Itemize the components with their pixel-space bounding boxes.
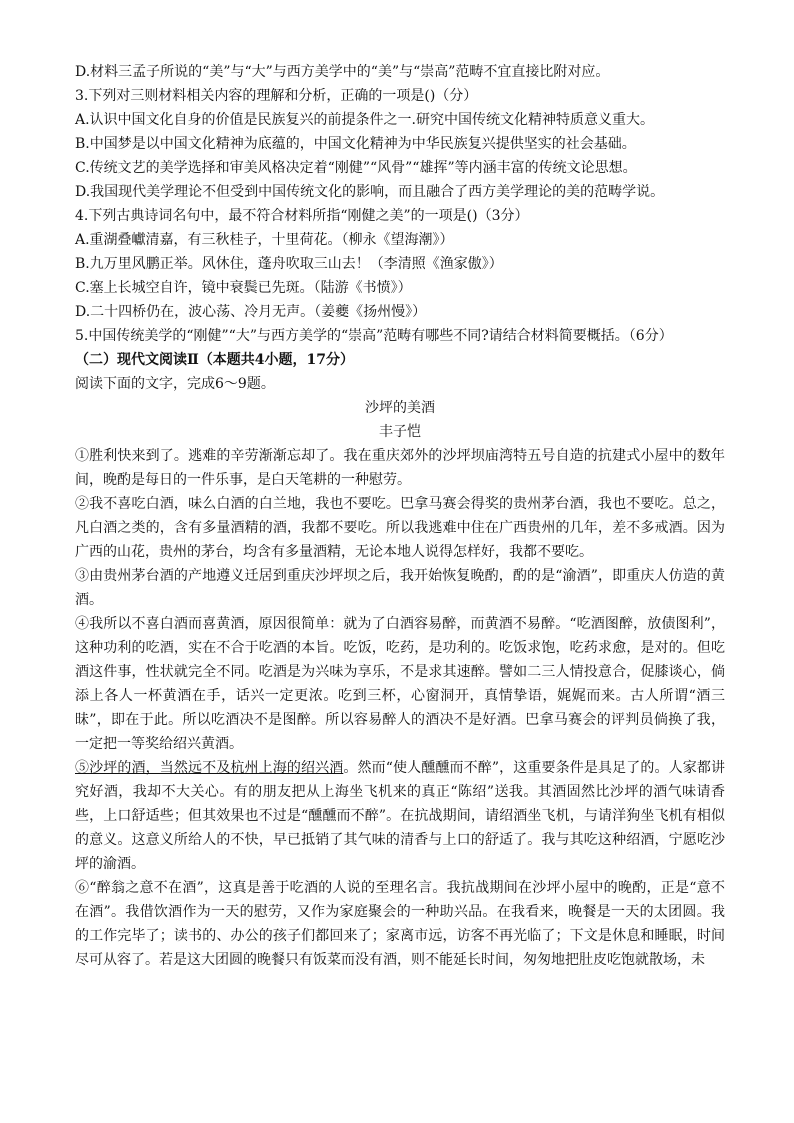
exam-page — [75, 60, 725, 972]
q3-option-a: A.认识中国文化自身的价值是民族复兴的前提条件之一.研究中国传统文化精神特质意义重大。 — [75, 112, 655, 128]
paragraph-5-rest: 。然而“使人醺醺而不醉”，这重要条件是具足了的。人家都讲究好酒，我却不大关心。有的朋友把从上海坐飞机来的真正“陈绍”送我。其酒固然比沙坪的酒气味请香些，上口舒适些；但其效果也不过是“醺醺而不醉”。在抗战期间，请绍酒坐飞机，与请洋狗坐飞机有相似的意义。这意义所给人的不快，早已抵销了其气味的清香与上口的舒适了。我与其吃这种绍酒，宁愿吃沙坪的渝酒。 — [75, 760, 725, 872]
article-author: 丰子恺 — [379, 424, 421, 440]
article-paragraph-2: ②我不喜吃白酒，味么白酒的白兰地，我也不要吃。巴拿马赛会得奖的贵州茅台酒，我也不要吃。总之，凡白酒之类的，含有多量酒精的酒，我都不要吃。所以我逃难中住在广西贵州的几年，差不多戒酒。因为广西的山花，贵州的茅台，均含有多量酒精，无论本地人说得怎样好，我都不要吃。 — [75, 496, 725, 560]
q4-option-a: A.重湖叠巘清嘉，有三秋桂子，十里荷花。（柳永《望海潮》） — [75, 232, 454, 248]
q4-option-b: B.九万里风鹏正举。风休住，蓬舟吹取三山去！（李清照《渔家傲》） — [75, 256, 503, 272]
q5-stem: 5.中国传统美学的“刚健”“大”与西方美学的“崇高”范畴有哪些不同?请结合材料简要概括。（6分） — [75, 328, 673, 344]
q4-option-c: C.塞上长城空自许，镜中衰鬓已先斑。（陆游《书愤》） — [75, 280, 412, 296]
q3-option-c: C.传统文艺的美学选择和审美风格决定着“刚健”“风骨”“雄挥”等内涵丰富的传统文论思想。 — [75, 160, 637, 176]
q3-stem: 3.下列对三则材料相关内容的理解和分析，正确的一项是()（分） — [75, 88, 478, 104]
article-paragraph-4: ④我所以不喜白酒而喜黄酒，原因很简单：就为了白酒容易醉，而黄酒不易醉。“吃酒图醉，放债图利”，这种功利的吃酒，实在不合于吃酒的本旨。吃饭，吃药，是功利的。吃饭求饱，吃药求愈，是对的。但吃酒这件事，性状就完全不同。吃酒是为兴味为享乐，不是求其速醉。譬如二三人情投意合，促膝谈心，倘添上各人一杯黄酒在手，话兴一定更浓。吃到三杯，心窗洞开，真情挚语，娓娓而来。古人所谓“酒三昧”，即在于此。所以吃酒决不是图醉。所以容易醉人的酒决不是好酒。巴拿马赛会的评判员倘换了我，一定把一等奖给绍兴黄酒。 — [75, 616, 725, 752]
q3-option-d: D.我国现代美学理论不但受到中国传统文化的影响，而且融合了西方美学理论的美的范畴学说。 — [75, 184, 665, 200]
article-paragraph-3: ③由贵州茅台酒的产地遵义迁居到重庆沙坪坝之后，我开始恢复晚酌，酌的是“渝酒”，即重庆人仿造的黄酒。 — [75, 568, 725, 608]
q4-stem: 4.下列古典诗词名句中，最不符合材料所指“刚健之美”的一项是()（3分） — [75, 208, 529, 224]
q4-option-d: D.二十四桥仍在，波心荡、冷月无声。（姜夔《扬州慢》） — [75, 304, 427, 320]
underlined-sentence: ⑤沙坪的酒，当然远不及杭州上海的绍兴酒 — [75, 760, 344, 776]
article-title: 沙坪的美酒 — [365, 400, 435, 416]
article-paragraph-5 — [75, 756, 725, 876]
article-paragraph-6: ⑥“醉翁之意不在酒”，这真是善于吃酒的人说的至理名言。我抗战期间在沙坪小屋中的晚酌，正是“意不在酒”。我借饮酒作为一天的慰劳，又作为家庭聚会的一种助兴品。在我看来，晚餐是一天的太团圆。我的工作完毕了；读书的、办公的孩子们都回来了；家离市远，访客不再光临了；下文是休息和睡眠，时间尽可从容了。若是这大团圆的晚餐只有饭菜而没有酒，则不能延长时间，匆匆地把肚皮吃饱就散场，未 — [75, 880, 725, 968]
section-instruction: 阅读下面的文字，完成6～9题。 — [75, 376, 275, 392]
section-heading: （二）现代文阅读Ⅱ（本题共4小题，17分） — [75, 352, 355, 368]
q3-option-b: B.中国梦是以中国文化精神为底蕴的，中国文化精神为中华民族复兴提供坚实的社会基础。 — [75, 136, 636, 152]
q2-option-d: D.材料三孟子所说的“美”与“大”与西方美学中的“美”与“崇高”范畴不宜直接比附对应。 — [75, 64, 610, 80]
article-paragraph-1: ①胜利快来到了。逃难的辛劳渐渐忘却了。我在重庆郊外的沙坪坝庙湾特五号自造的抗建式小屋中的数年间，晚酌是每日的一件乐事，是白天笔耕的一种慰劳。 — [75, 448, 725, 488]
